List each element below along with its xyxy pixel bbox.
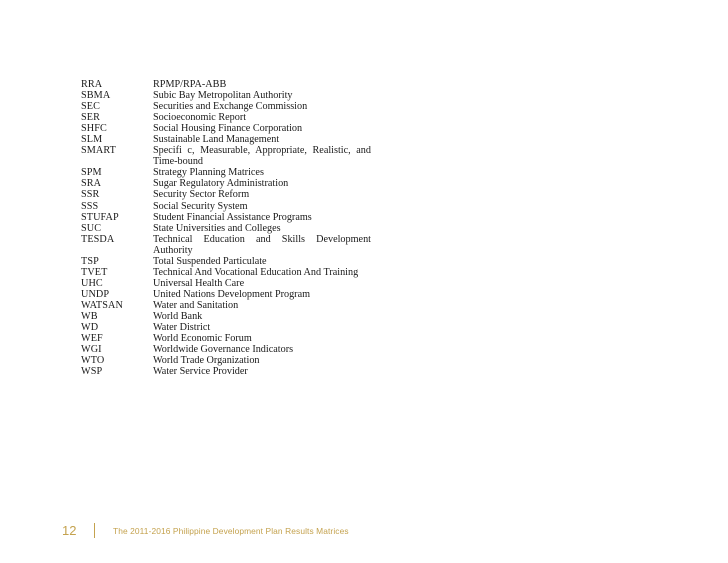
glossary-row <box>81 223 371 234</box>
acronym: WGI <box>81 344 102 356</box>
acronym: SBMA <box>81 90 111 102</box>
acronym-definition: Securities and Exchange Commission <box>153 101 308 113</box>
acronym-definition: Socioeconomic Report <box>153 112 247 124</box>
acronym: WSP <box>81 366 103 378</box>
acronym-definition: United Nations Development Program <box>153 288 311 300</box>
glossary-row <box>81 333 371 344</box>
acronym-definition: Sustainable Land Management <box>153 134 280 146</box>
acronym-definition: Student Financial Assistance Programs <box>153 211 312 223</box>
acronym-definition: Worldwide Governance Indicators <box>153 344 294 356</box>
glossary-row <box>81 289 371 300</box>
glossary-row <box>81 267 371 278</box>
acronym-definition: State Universities and Colleges <box>153 222 281 234</box>
glossary-row <box>81 212 371 223</box>
acronym: SSR <box>81 189 100 201</box>
glossary-row <box>81 256 371 267</box>
acronym: WTO <box>81 355 105 367</box>
acronym: WB <box>81 310 98 322</box>
acronym: SEC <box>81 101 100 113</box>
acronym: SPM <box>81 167 102 179</box>
acronym-definition: World Trade Organization <box>153 355 260 367</box>
glossary-row <box>81 167 371 178</box>
acronym-definition: Technical And Vocational Education And Training <box>153 266 359 278</box>
acronym: SER <box>81 112 100 124</box>
acronym-definition: Social Security System <box>153 200 248 212</box>
acronym: SLM <box>81 134 103 146</box>
acronym: STUFAP <box>81 211 119 223</box>
glossary-row <box>81 278 371 289</box>
glossary-row <box>81 145 371 167</box>
glossary-row <box>81 134 371 145</box>
glossary-row <box>81 112 371 123</box>
footer-divider <box>94 523 95 538</box>
acronym-definition: Water Service Provider <box>153 366 248 378</box>
glossary-row <box>81 101 371 112</box>
acronym-definition: RPMP/RPA-ABB <box>153 79 227 90</box>
acronym: WATSAN <box>81 299 123 311</box>
glossary-row <box>81 300 371 311</box>
acronym: TSP <box>81 255 99 267</box>
glossary-row <box>81 189 371 200</box>
glossary-row <box>81 311 371 322</box>
acronym-definition: Security Sector Reform <box>153 189 250 201</box>
acronym: TVET <box>81 266 108 278</box>
acronym: SHFC <box>81 123 107 135</box>
acronym-definition: World Economic Forum <box>153 333 252 345</box>
glossary-row <box>81 355 371 366</box>
acronym-definition: Water District <box>153 322 211 334</box>
acronym: WD <box>81 322 99 334</box>
acronym-definition: Social Housing Finance Corporation <box>153 123 303 135</box>
acronym-definition: Strategy Planning Matrices <box>153 167 264 179</box>
acronym-definition: Technical Education and Skills Development Authority <box>153 233 371 256</box>
acronym-definition: Universal Health Care <box>153 277 245 289</box>
acronym-definition: World Bank <box>153 310 203 322</box>
glossary-row <box>81 201 371 212</box>
footer-document-title: The 2011-2016 Philippine Development Plan Results Matrices <box>113 525 349 536</box>
glossary-row <box>81 234 371 256</box>
acronym-definition: Total Suspended Particulate <box>153 255 267 267</box>
glossary-row <box>81 322 371 333</box>
acronym: TESDA <box>81 233 115 245</box>
acronym: SRA <box>81 178 102 190</box>
acronym: UHC <box>81 277 103 289</box>
acronym: RRA <box>81 79 103 90</box>
glossary-row <box>81 123 371 134</box>
glossary-row <box>81 366 371 377</box>
acronym: SUC <box>81 222 102 234</box>
glossary-row <box>81 178 371 189</box>
glossary-row <box>81 79 371 90</box>
page-number: 12 <box>62 523 77 538</box>
acronym-definition: Sugar Regulatory Administration <box>153 178 289 190</box>
acronym-definition: Specifi c, Measurable, Appropriate, Realistic, and Time-bound <box>153 145 371 168</box>
acronym: SSS <box>81 200 99 212</box>
acronym-definition: Subic Bay Metropolitan Authority <box>153 90 293 102</box>
glossary-row <box>81 90 371 101</box>
glossary-row <box>81 344 371 355</box>
acronym: WEF <box>81 333 103 345</box>
acronym: UNDP <box>81 288 110 300</box>
acronym: SMART <box>81 145 116 157</box>
page-footer <box>62 523 349 538</box>
acronym-definition: Water and Sanitation <box>153 299 239 311</box>
acronym-glossary <box>81 79 371 377</box>
